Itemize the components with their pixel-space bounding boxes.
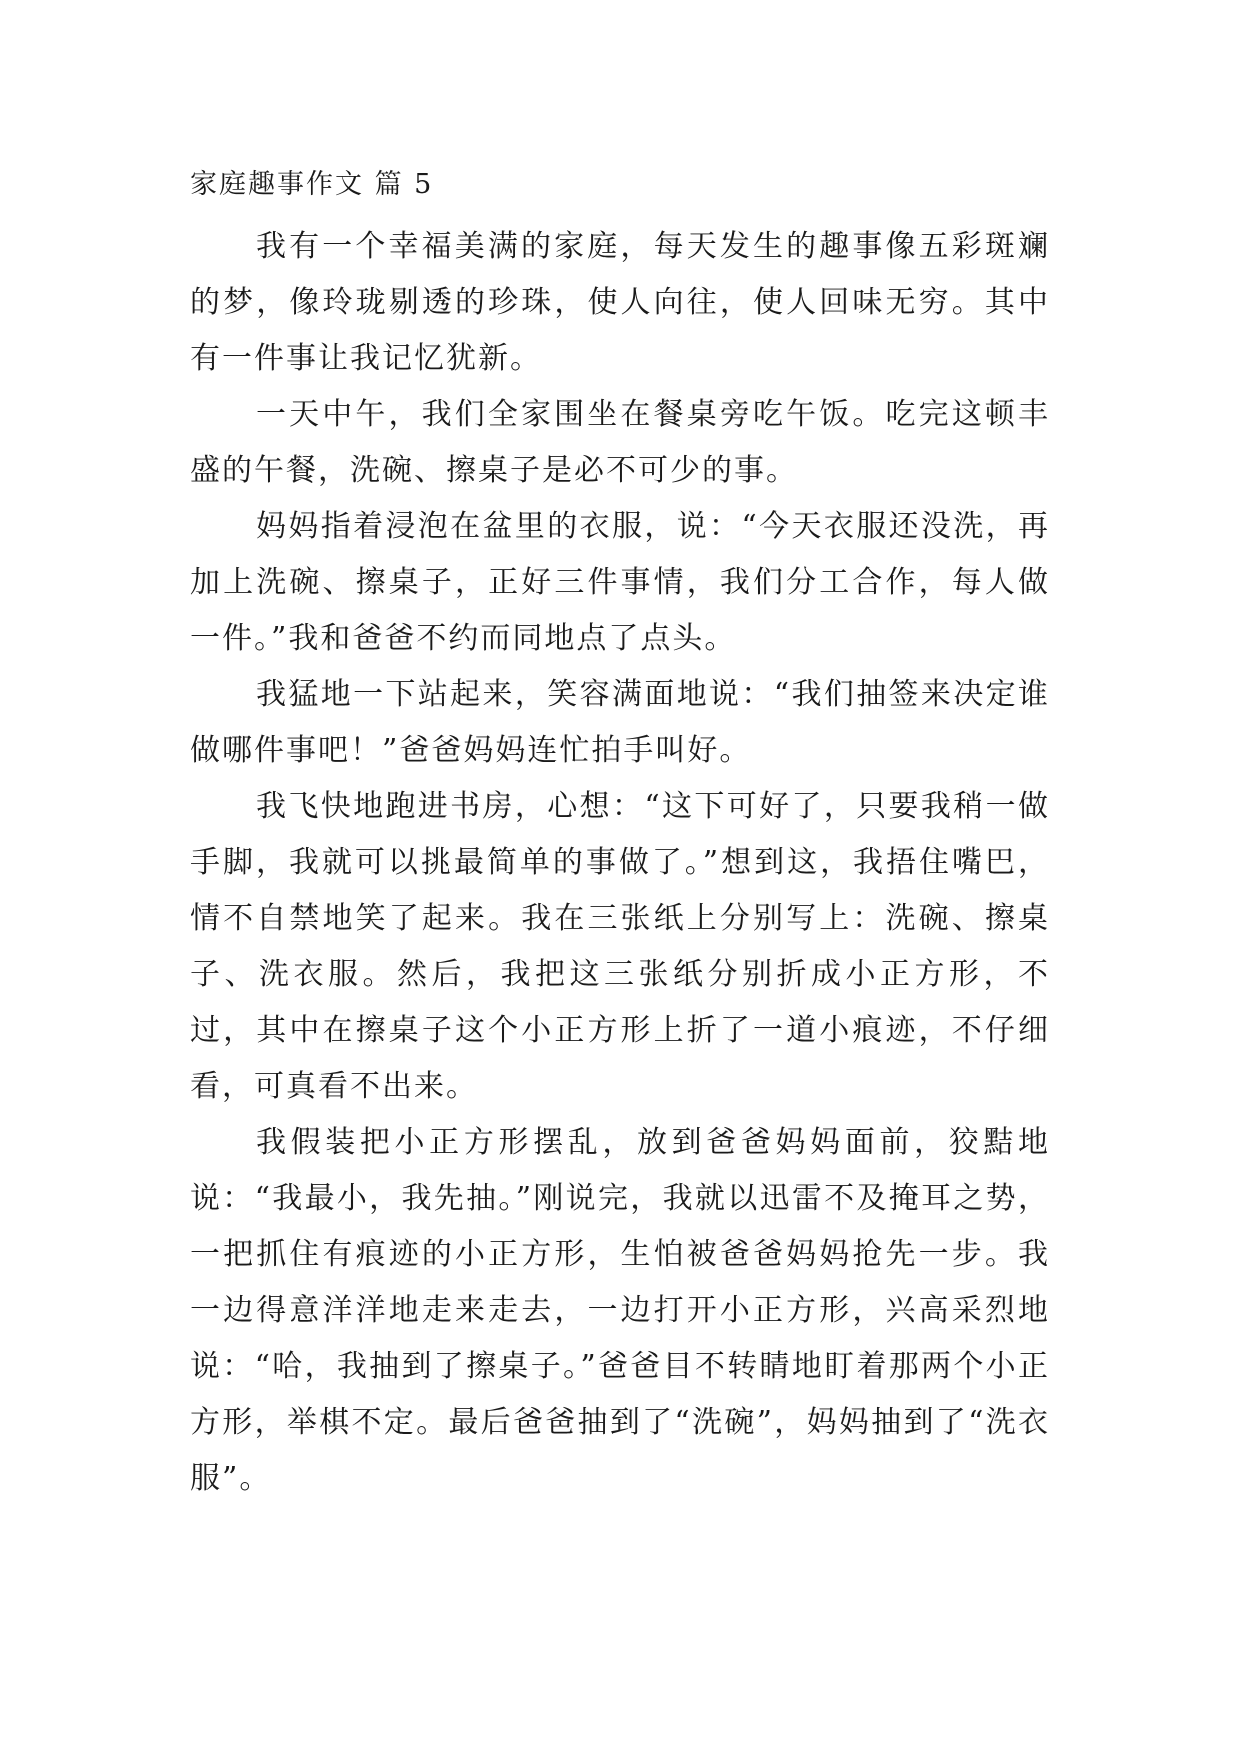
paragraph: 我猛地一下站起来，笑容满面地说：“我们抽签来决定谁做哪件事吧！”爸爸妈妈连忙拍手叫好。 <box>190 677 1050 768</box>
paragraph: 一天中午，我们全家围坐在餐桌旁吃午饭。吃完这顿丰盛的午餐，洗碗、擦桌子是必不可少的事。 <box>190 397 1050 488</box>
paragraph: 我飞快地跑进书房，心想：“这下可好了，只要我稍一做手脚，我就可以挑最简单的事做了。”想到这，我捂住嘴巴，情不自禁地笑了起来。我在三张纸上分别写上：洗碗、擦桌子、洗衣服。然后，我把这三张纸分别折成小正方形，不过，其中在擦桌子这个小正方形上折了一道小痕迹，不仔细看，可真看不出来。 <box>190 789 1050 1104</box>
document-title: 家庭趣事作文 篇 5 <box>190 169 434 200</box>
paragraph: 我假装把小正方形摆乱，放到爸爸妈妈面前，狡黠地说：“我最小，我先抽。”刚说完，我就以迅雷不及掩耳之势，一把抓住有痕迹的小正方形，生怕被爸爸妈妈抢先一步。我一边得意洋洋地走来走去，一边打开小正方形，兴高采烈地说：“哈，我抽到了擦桌子。”爸爸目不转睛地盯着那两个小正方形，举棋不定。最后爸爸抽到了“洗碗”，妈妈抽到了“洗衣服”。 <box>190 1125 1050 1496</box>
paragraph: 我有一个幸福美满的家庭，每天发生的趣事像五彩斑斓的梦，像玲珑剔透的珍珠，使人向往，使人回味无穷。其中有一件事让我记忆犹新。 <box>190 229 1050 376</box>
paragraph: 妈妈指着浸泡在盆里的衣服，说：“今天衣服还没洗，再加上洗碗、擦桌子，正好三件事情，我们分工合作，每人做一件。”我和爸爸不约而同地点了点头。 <box>190 509 1050 656</box>
document-body <box>190 219 1050 1507</box>
